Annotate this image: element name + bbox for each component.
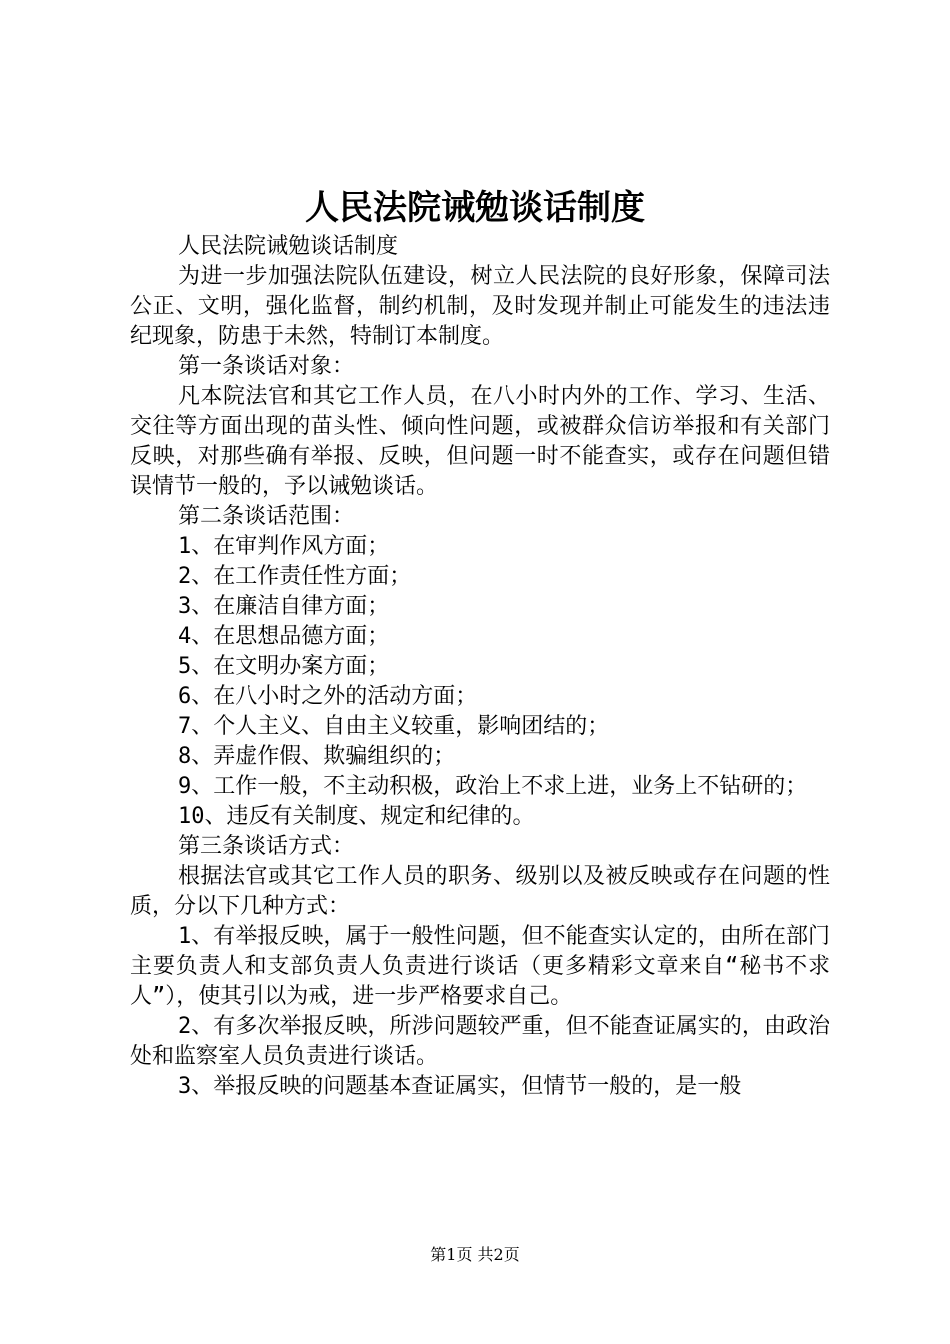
list-item: 3、举报反映的问题基本查证属实，但情节一般的，是一般 [178,1074,742,1099]
document-title: 人民法院诫勉谈话制度 [305,188,645,228]
list-item: 6、在八小时之外的活动方面； [178,684,478,709]
list-item: 1、在审判作风方面； [178,534,390,559]
paragraph: 根据法官或其它工作人员的职务、级别以及被反映或存在问题的性质，分以下几种方式： [130,864,830,919]
page-number-footer: 第1页 共2页 [430,1245,520,1264]
paragraph: 凡本院法官和其它工作人员，在八小时内外的工作、学习、生活、交往等方面出现的苗头性、倾向性问题，或被群众信访举报和有关部门反映，对那些确有举报、反映，但问题一时不能查实，或存在问题但错误情节一般的，予以诫勉谈话。 [130,384,830,499]
paragraph: 人民法院诫勉谈话制度 [178,234,399,259]
list-item: 9、工作一般，不主动积极，政治上不求上进，业务上不钻研的； [178,774,808,799]
list-item: 3、在廉洁自律方面； [178,594,390,619]
list-item: 7、个人主义、自由主义较重，影响团结的； [178,714,610,739]
document-body [130,232,830,1102]
list-item: 2、在工作责任性方面； [178,564,412,589]
list-item: 1、有举报反映，属于一般性问题，但不能查实认定的，由所在部门主要负责人和支部负责人负责进行谈话（更多精彩文章来自“秘书不求人”），使其引以为戒，进一步严格要求自己。 [130,924,830,1009]
paragraph: 为进一步加强法院队伍建设，树立人民法院的良好形象，保障司法公正、文明，强化监督，制约机制，及时发现并制止可能发生的违法违纪现象，防患于未然，特制订本制度。 [130,264,830,349]
list-item: 2、有多次举报反映，所涉问题较严重，但不能查证属实的，由政治处和监察室人员负责进行谈话。 [130,1014,830,1069]
list-item: 5、在文明办案方面； [178,654,390,679]
list-item: 8、弄虚作假、欺骗组织的； [178,744,456,769]
list-item: 4、在思想品德方面； [178,624,390,649]
list-item: 10、违反有关制度、规定和纪律的。 [178,804,535,829]
section-heading: 第二条谈话范围： [178,504,355,529]
section-heading: 第一条谈话对象： [178,354,355,379]
section-heading: 第三条谈话方式： [178,834,355,859]
